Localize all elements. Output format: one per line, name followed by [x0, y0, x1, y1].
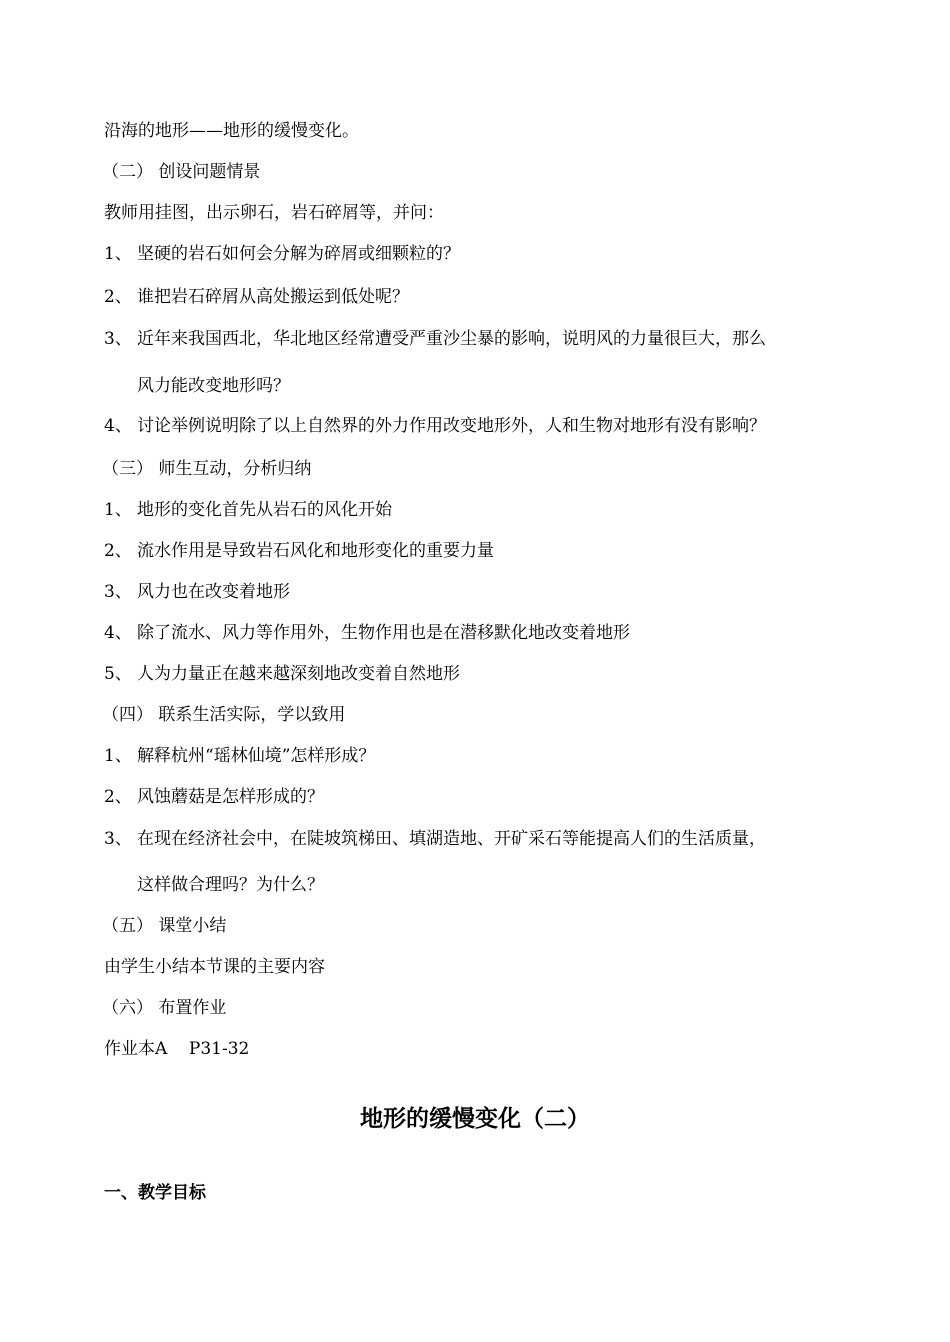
list-number: 3、 [104, 329, 132, 349]
list-item [104, 540, 494, 562]
list-number: 3、 [104, 829, 132, 849]
list-text: 谁把岩石碎屑从高处搬运到低处呢？ [137, 287, 409, 307]
list-text: 近年来我国西北，华北地区经常遭受严重沙尘暴的影响，说明风的力量很巨大，那么 [137, 329, 766, 349]
list-text: 人为力量正在越来越深刻地改变着自然地形 [137, 664, 460, 684]
list-item [104, 622, 630, 644]
list-text: 风力也在改变着地形 [137, 582, 290, 602]
list-text: 风蚀蘑菇是怎样形成的？ [137, 787, 324, 807]
list-item [104, 663, 460, 685]
section-2-heading: （二） 创设问题情景 [102, 162, 261, 182]
list-number: 3、 [104, 582, 132, 602]
list-text: 地形的变化首先从岩石的风化开始 [137, 500, 392, 520]
list-number: 4、 [104, 623, 132, 643]
list-item [104, 415, 766, 437]
list-item [104, 581, 290, 603]
list-item [104, 243, 460, 265]
list-text: 坚硬的岩石如何会分解为碎屑或细颗粒的？ [137, 244, 460, 264]
section-4-heading: （四） 联系生活实际，学以致用 [102, 705, 346, 725]
list-item [104, 286, 409, 308]
list-text: 在现在经济社会中，在陡坡筑梯田、填湖造地、开矿采石等能提高人们的生活质量， [137, 829, 766, 849]
section-5-heading: （五） 课堂小结 [102, 916, 227, 936]
section-heading-objectives: 一、教学目标 [104, 1183, 206, 1203]
page-title: 地形的缓慢变化（二） [360, 1106, 590, 1132]
list-number: 4、 [104, 416, 132, 436]
section-3-heading: （三） 师生互动，分析归纳 [102, 459, 312, 479]
list-text: 解释杭州“瑶林仙境”怎样形成？ [137, 746, 376, 766]
list-text: 除了流水、风力等作用外，生物作用也是在潜移默化地改变着地形 [137, 623, 630, 643]
list-item [104, 499, 392, 521]
list-text: 讨论举例说明除了以上自然界的外力作用改变地形外，人和生物对地形有没有影响？ [137, 416, 766, 436]
list-number: 5、 [104, 664, 132, 684]
list-number: 1、 [104, 746, 132, 766]
list-number: 1、 [104, 244, 132, 264]
section-2-lead: 教师用挂图，出示卵石，岩石碎屑等，并问： [104, 203, 444, 223]
list-item-continuation: 风力能改变地形吗？ [137, 376, 290, 396]
section-6-text: 作业本A P31-32 [104, 1039, 250, 1059]
list-number: 2、 [104, 541, 132, 561]
intro-line: 沿海的地形——地形的缓慢变化。 [104, 121, 359, 141]
list-number: 2、 [104, 287, 132, 307]
list-item [104, 828, 766, 850]
list-item [104, 786, 324, 808]
section-6-heading: （六） 布置作业 [102, 998, 227, 1018]
list-item [104, 328, 766, 350]
list-item-continuation: 这样做合理吗？为什么？ [137, 875, 324, 895]
list-number: 2、 [104, 787, 132, 807]
list-number: 1、 [104, 500, 132, 520]
section-5-text: 由学生小结本节课的主要内容 [104, 957, 325, 977]
list-text: 流水作用是导致岩石风化和地形变化的重要力量 [137, 541, 494, 561]
list-item [104, 745, 375, 767]
